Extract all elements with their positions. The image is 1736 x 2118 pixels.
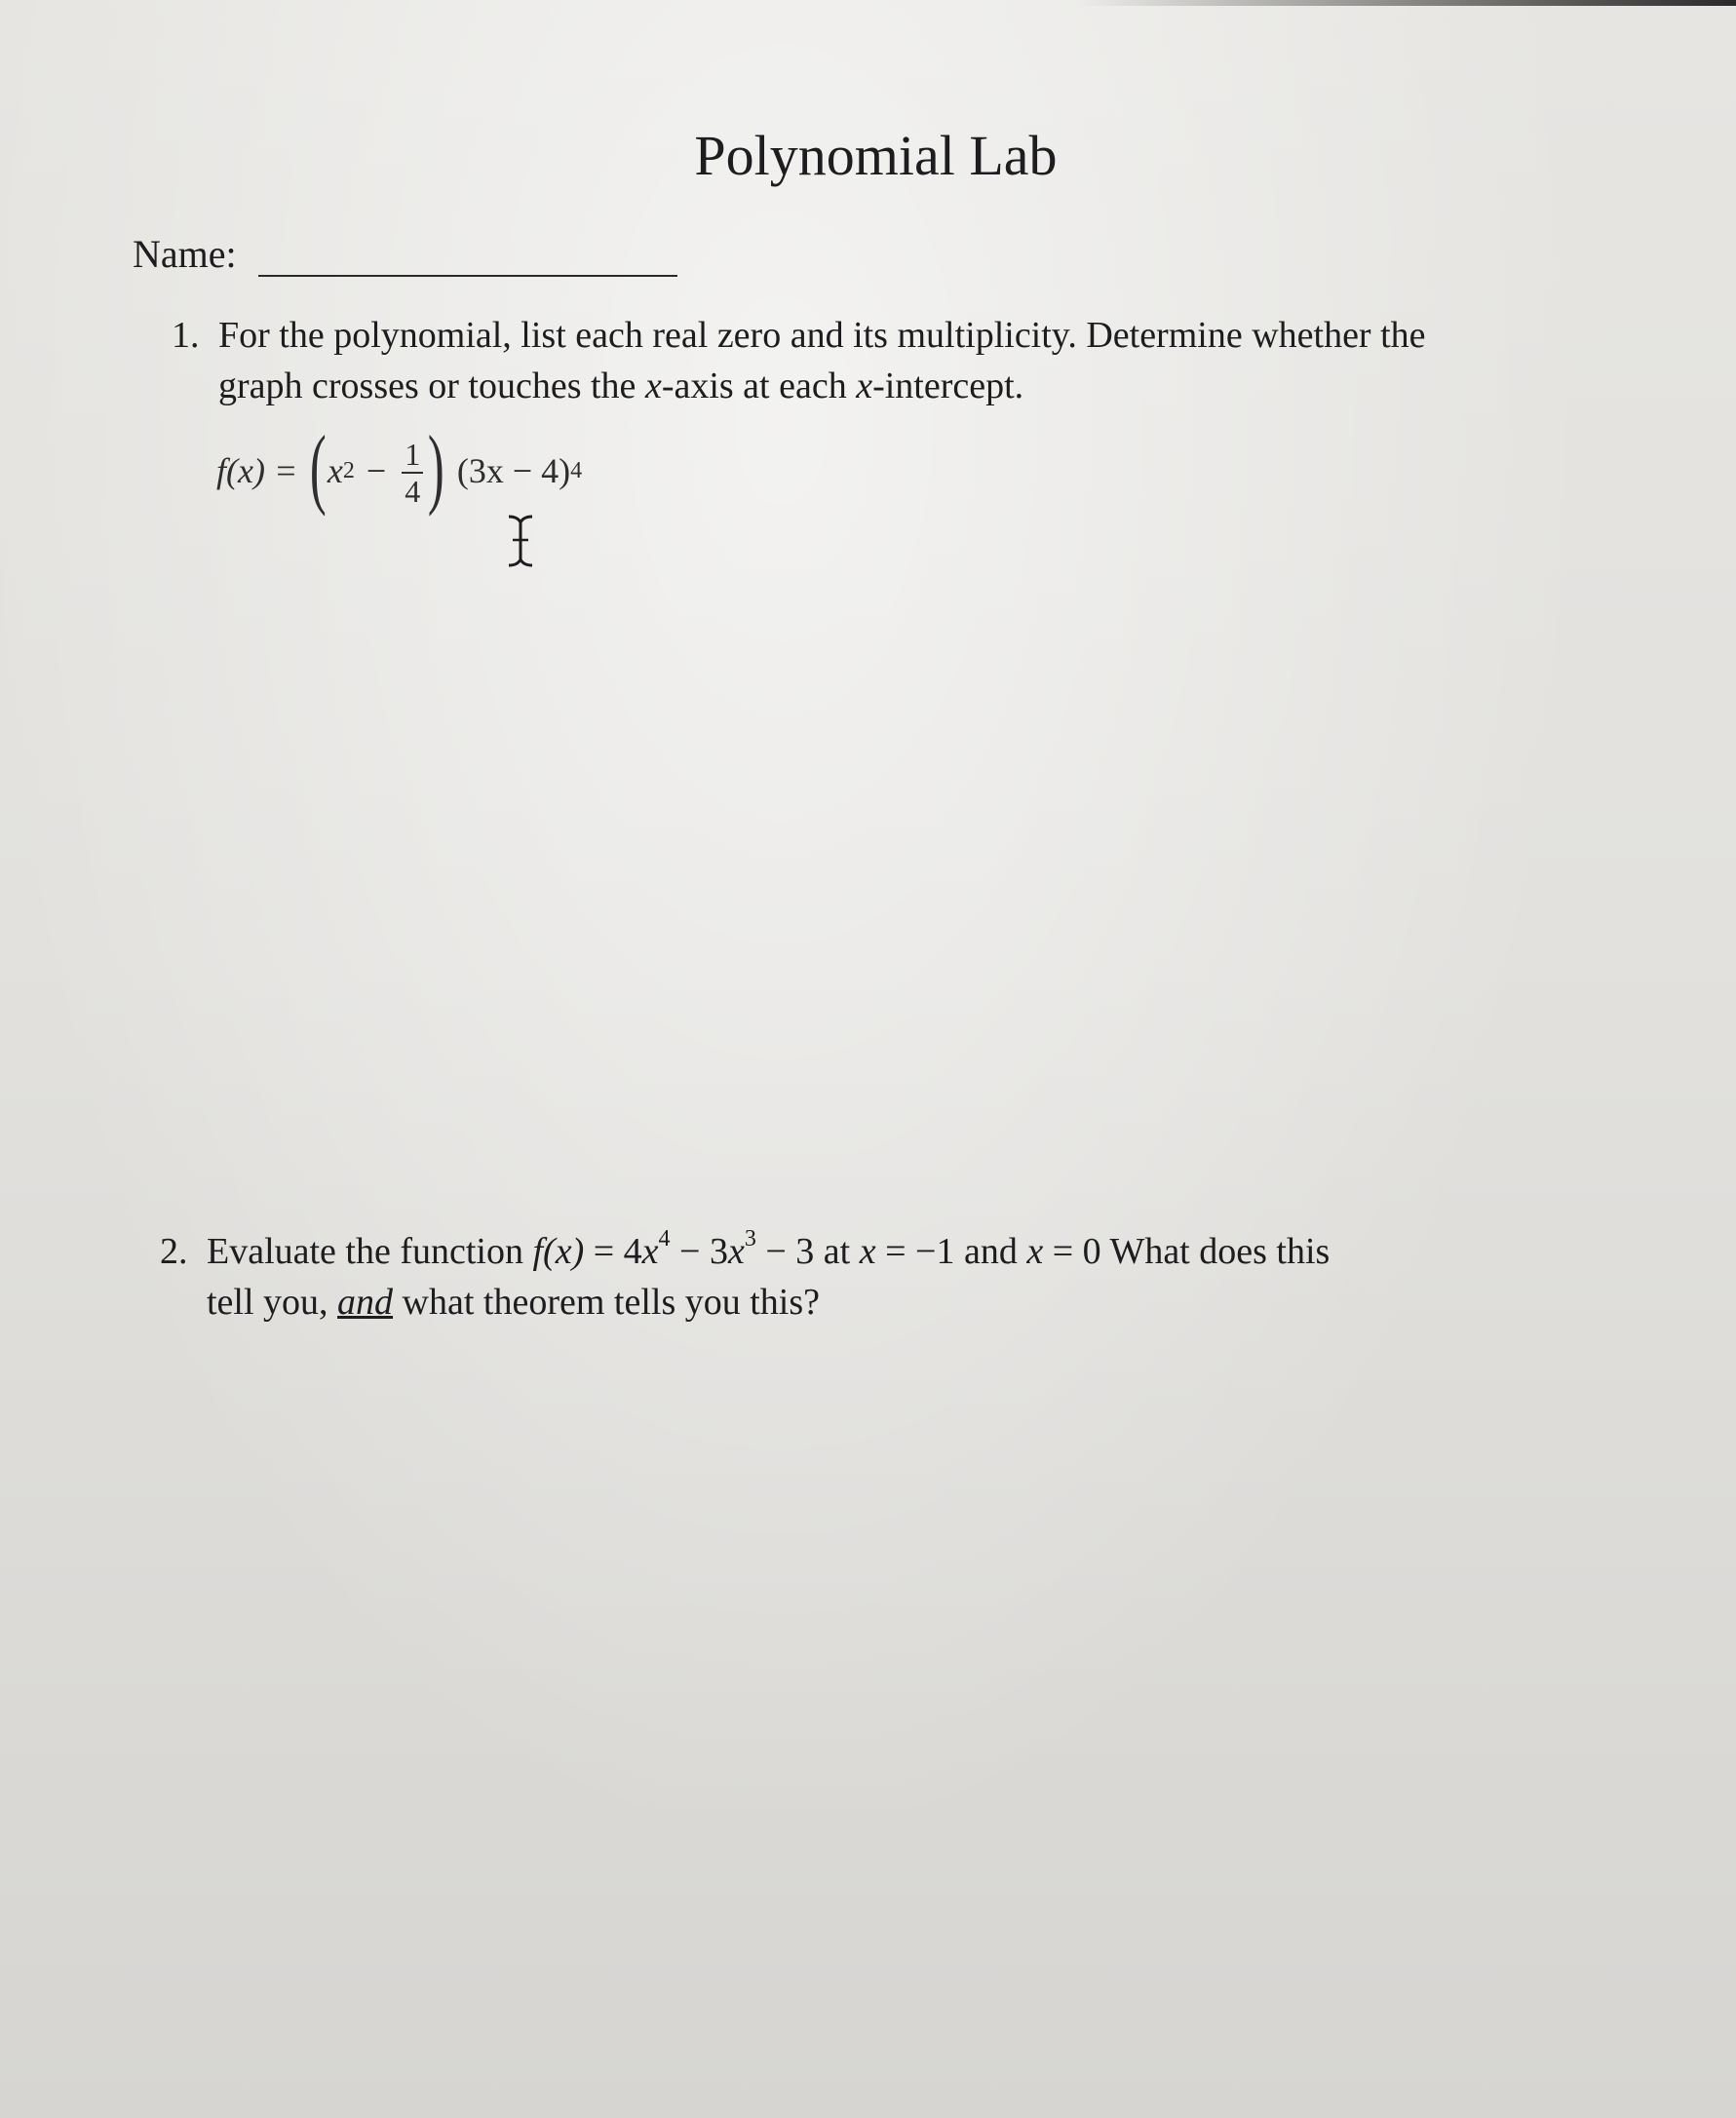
fraction-numerator: 1	[405, 437, 421, 472]
name-label: Name:	[133, 232, 237, 276]
formula-fraction	[402, 437, 423, 509]
q2-exp: 4	[658, 1226, 671, 1252]
q2-text: = −1 and	[875, 1231, 1027, 1272]
formula-exp-2: 2	[342, 457, 355, 483]
question-1	[172, 310, 1624, 411]
question-1-formula	[216, 417, 582, 524]
q2-emphasis-and: and	[337, 1282, 394, 1323]
formula-lhs: f(x) =	[216, 451, 298, 490]
fraction-denominator: 4	[405, 474, 421, 509]
q1-text: -axis at each	[661, 366, 857, 406]
q2-text: = 0 What does this	[1043, 1231, 1331, 1272]
question-1-number: 1.	[172, 315, 200, 356]
q1-text: graph crosses or touches the	[218, 366, 645, 406]
page-title: Polynomial Lab	[694, 124, 1058, 187]
name-blank-line[interactable]	[258, 230, 677, 277]
question-1-line-1: For the polynomial, list each real zero and its multiplicity. Determine whether the	[218, 315, 1426, 356]
question-2	[160, 1213, 1622, 1328]
question-2-line-1	[207, 1226, 1331, 1272]
question-2-number: 2.	[160, 1231, 188, 1272]
q2-text: Evaluate the function	[207, 1231, 533, 1272]
q1-var-x: x	[644, 366, 662, 406]
q2-var-x: x	[727, 1231, 745, 1272]
q2-var-x: x	[1026, 1231, 1044, 1272]
formula-exp-4: 4	[570, 457, 583, 483]
right-paren: )	[428, 417, 444, 517]
q2-text: − 3 at	[755, 1231, 860, 1272]
question-1-line-2	[172, 361, 1624, 411]
name-field-row	[133, 230, 677, 277]
q2-text: tell you,	[207, 1282, 338, 1323]
page-edge-shadow	[0, 0, 1736, 6]
q2-text: − 3	[670, 1231, 728, 1272]
q2-text: what theorem tells you this?	[393, 1282, 821, 1323]
q2-fx: f(x)	[532, 1231, 585, 1272]
formula-term-2: (3x − 4)	[456, 451, 571, 490]
q1-text: -intercept.	[872, 366, 1024, 406]
formula-minus: −	[366, 451, 387, 490]
formula-x: x	[327, 451, 343, 490]
q1-var-x: x	[856, 366, 873, 406]
text-cursor-icon	[503, 513, 538, 569]
q2-text: = 4	[584, 1231, 642, 1272]
q2-exp: 3	[744, 1226, 756, 1252]
left-paren: (	[310, 417, 327, 517]
q2-var-x: x	[859, 1231, 876, 1272]
question-2-line-2	[160, 1277, 1622, 1328]
q2-var-x: x	[641, 1231, 659, 1272]
